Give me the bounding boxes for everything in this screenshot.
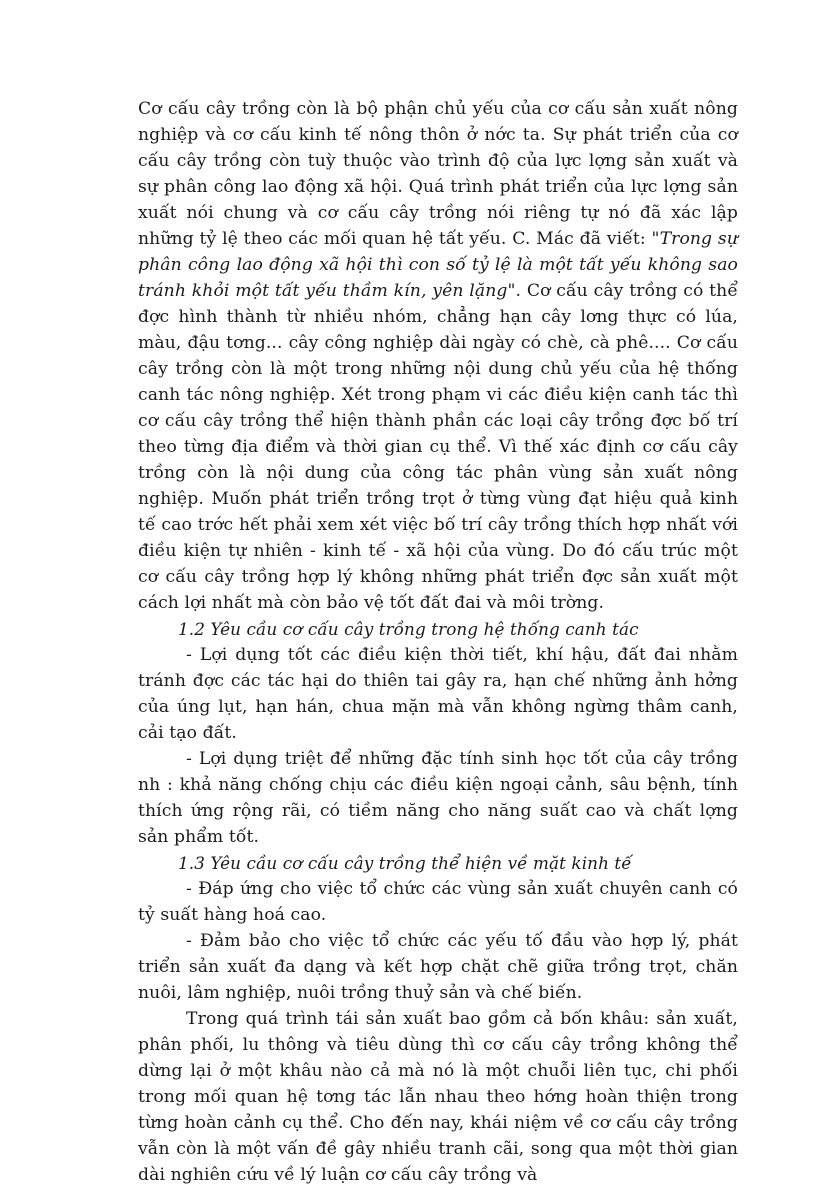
paragraph-biological-traits: - Lợi dụng triệt để những đặc tính sinh học tốt của cây trồng nh : khả năng chống chịu các điều kiện ngoại cảnh, sâu bệnh, tính thích ứng rộng rãi, có tiềm năng cho năng suất cao và chất lợng sản phẩm tốt. [138, 749, 738, 847]
paragraph-text: ". Cơ cấu cây trồng có thể đợc hình thành từ nhiều nhóm, chẳng hạn cây lơng thực có lúa, màu, đậu tơng... cây công nghiệp dài ngày có chè, cà phê.... Cơ cấu cây trồng còn là một trong những nội dung chủ yếu của hệ thống canh tác nông nghiệp. Xét trong phạm vi các điều kiện canh tác thì cơ cấu cây trồng thể hiện thành phần các loại cây trồng đợc bố trí theo từng địa điểm và thời gian cụ thể. Vì thế xác định cơ cấu cây trồng còn là nội dung của công tác phân vùng sản xuất nông nghiệp. Muốn phát triển trồng trọt ở từng vùng đạt hiệu quả kinh tế cao trớc hết phải xem xét việc bố trí cây trồng thích hợp nhất với điều kiện tự nhiên - kinh tế - xã hội của vùng. Do đó cấu trúc một cơ cấu cây trồng hợp lý không những phát triển đợc sản xuất một cách lợi nhất mà còn bảo vệ tốt đất đai và môi trờng. [138, 281, 739, 613]
document-page [138, 96, 738, 1188]
paragraph-specialized-regions: - Đáp ứng cho việc tổ chức các vùng sản xuất chuyên canh có tỷ suất hàng hoá cao. [138, 879, 738, 925]
section-heading-1-2: 1.2 Yêu cầu cơ cấu cây trồng trong hệ thống canh tác [178, 619, 639, 639]
section-heading-1-3: 1.3 Yêu cầu cơ cấu cây trồng thể hiện về mặt kinh tế [178, 853, 632, 873]
paragraph-crop-structure-intro [138, 96, 738, 616]
paragraph-text: Cơ cấu cây trồng còn là bộ phận chủ yếu của cơ cấu sản xuất nông nghiệp và cơ cấu kinh tế nông thôn ở nớc ta. Sự phát triển của cơ cấu cây trồng còn tuỳ thuộc vào trình độ của lực lợng sản xuất và sự phân công lao động xã hội. Quá trình phát triển của lực lợng sản xuất nói chung và cơ cấu cây trồng nói riêng tự nó đã xác lập những tỷ lệ theo các mối quan hệ tất yếu. C. Mác đã viết: " [138, 99, 738, 249]
paragraph-weather-use: - Lợi dụng tốt các điều kiện thời tiết, khí hậu, đất đai nhằm tránh đợc các tác hại do thiên tai gây ra, hạn chế những ảnh hởng của úng lụt, hạn hán, chua mặn mà vẫn không ngừng thâm canh, cải tạo đất. [138, 645, 738, 743]
paragraph-reproduction-process: Trong quá trình tái sản xuất bao gồm cả bốn khâu: sản xuất, phân phối, lu thông và tiêu dùng thì cơ cấu cây trồng không thể dừng lại ở một khâu nào cả mà nó là một chuỗi liên tục, chi phối trong mối quan hệ tơng tác lẫn nhau theo hớng hoàn thiện trong từng hoàn cảnh cụ thể. Cho đến nay, khái niệm về cơ cấu cây trồng vẫn còn là một vấn đề gây nhiều tranh cãi, song qua một thời gian dài nghiên cứu về lý luận cơ cấu cây trồng và [138, 1009, 738, 1185]
marx-quote: Trong sự phân công lao động xã hội thì con số tỷ lệ là một tất yếu không sao tránh khỏi một tất yếu thầm kín, yên lặng [138, 229, 738, 301]
paragraph-inputs-diversification: - Đảm bảo cho việc tổ chức các yếu tố đầu vào hợp lý, phát triển sản xuất đa dạng và kết hợp chặt chẽ giữa trồng trọt, chăn nuôi, lâm nghiệp, nuôi trồng thuỷ sản và chế biến. [138, 931, 738, 1003]
